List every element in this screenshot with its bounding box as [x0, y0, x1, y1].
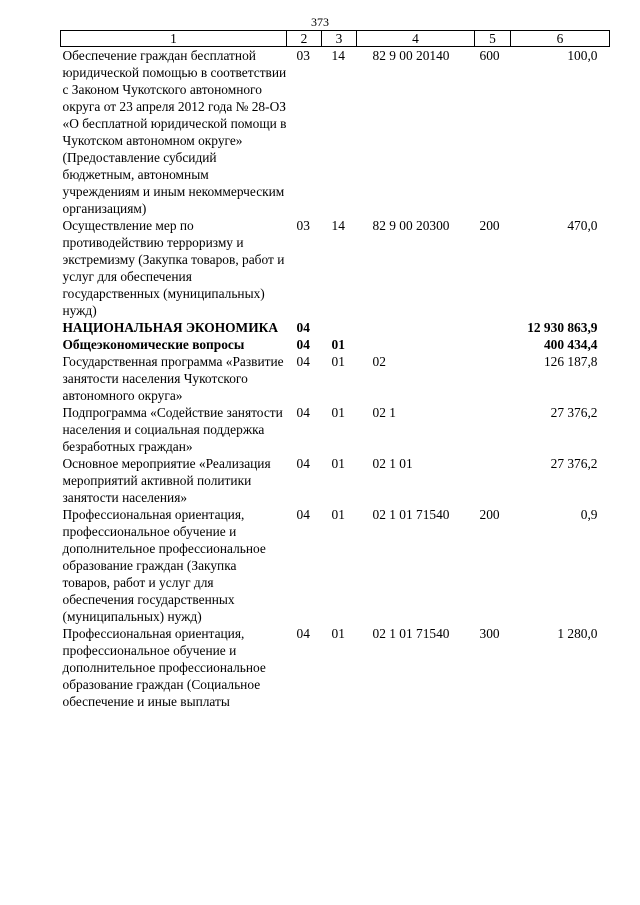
row-amount-cell: 0,9	[580, 507, 598, 522]
row-target-cell: 02 1	[372, 405, 396, 420]
row-subsection-cell: 01	[331, 456, 345, 471]
row-type-cell	[475, 319, 511, 336]
column-header-name: 1	[61, 31, 287, 47]
row-section-cell: 04	[296, 320, 310, 335]
row-amount-cell: 27 376,2	[550, 456, 598, 471]
row-section-cell: 04	[296, 337, 310, 352]
row-section-cell: 04	[296, 507, 310, 522]
row-section-cell: 03	[296, 48, 310, 63]
row-subsection-cell: 14	[331, 218, 345, 233]
row-target-cell: 82 9 00 20300	[372, 218, 450, 233]
table-row	[61, 47, 610, 218]
row-name-cell: Основное мероприятие «Реализация мероприятий активной политики занятости населения»	[62, 456, 271, 505]
table-row	[61, 353, 610, 404]
row-subsection-cell: 01	[331, 405, 345, 420]
table-row	[61, 404, 610, 455]
page-number: 373	[311, 15, 329, 29]
row-subsection-cell: 01	[331, 626, 345, 641]
row-amount-cell: 27 376,2	[550, 405, 598, 420]
row-amount-cell: 126 187,8	[543, 354, 598, 369]
row-target-cell: 02 1 01 71540	[372, 626, 450, 641]
table-row	[61, 217, 610, 319]
row-type-cell	[475, 455, 511, 506]
row-amount-cell: 12 930 863,9	[527, 320, 598, 335]
column-header-amount: 6	[511, 31, 610, 47]
row-subsection-cell: 01	[331, 354, 345, 369]
column-header-target: 4	[357, 31, 475, 47]
row-amount-cell: 100,0	[567, 48, 598, 63]
row-target-cell: 02 1 01 71540	[372, 507, 450, 522]
row-section-cell: 04	[296, 626, 310, 641]
row-target-cell: 82 9 00 20140	[372, 48, 450, 63]
row-section-cell: 04	[296, 456, 310, 471]
row-subsection-cell: 01	[331, 507, 345, 522]
table-row	[61, 455, 610, 506]
column-header-type: 5	[475, 31, 511, 47]
column-header-section: 2	[287, 31, 322, 47]
row-name-cell: Подпрограмма «Содействие занятости населения и социальная поддержка безработных граждан»	[62, 405, 283, 454]
table-body	[61, 47, 610, 711]
row-subsection-cell	[322, 319, 357, 336]
row-type-cell	[475, 336, 511, 353]
table-row	[61, 625, 610, 710]
row-name-cell: Общеэкономические вопросы	[62, 337, 245, 352]
row-type-cell	[475, 404, 511, 455]
row-subsection-cell: 14	[331, 48, 345, 63]
table-row	[61, 336, 610, 353]
row-target-cell: 02	[372, 354, 386, 369]
row-type-cell: 600	[479, 48, 500, 63]
column-header-subsection: 3	[322, 31, 357, 47]
row-type-cell: 200	[479, 507, 500, 522]
table-row	[61, 319, 610, 336]
row-section-cell: 03	[296, 218, 310, 233]
budget-table	[60, 30, 610, 710]
row-target-cell: 02 1 01	[372, 456, 413, 471]
row-name-cell: Обеспечение граждан бесплатной юридической помощью в соответствии с Законом Чукотского автономного округа от 23 апреля 2012 года № 28-ОЗ «О бесплатной юридической помощи в Чукотском автономном округе» (Предоставление субсидий бюджетным, автономным учреждениям и иным некоммерческим организациям)	[62, 48, 287, 216]
row-subsection-cell: 01	[331, 337, 345, 352]
row-section-cell: 04	[296, 354, 310, 369]
row-name-cell: Профессиональная ориентация, профессиональное обучение и дополнительное профессиональное образование граждан (Закупка товаров, работ и услуг для обеспечения государственных (муниципальных) нужд)	[62, 507, 266, 624]
row-amount-cell: 400 434,4	[543, 337, 598, 352]
header-row	[61, 31, 610, 47]
table-row	[61, 506, 610, 625]
row-name-cell: Государственная программа «Развитие занятости населения Чукотского автономного округа»	[62, 354, 284, 403]
row-target-cell	[357, 319, 475, 336]
row-type-cell: 300	[479, 626, 500, 641]
row-section-cell: 04	[296, 405, 310, 420]
row-amount-cell: 470,0	[567, 218, 598, 233]
row-name-cell: НАЦИОНАЛЬНАЯ ЭКОНОМИКА	[62, 320, 278, 335]
row-type-cell	[475, 353, 511, 404]
table-header	[61, 31, 610, 47]
row-target-cell	[357, 336, 475, 353]
row-type-cell: 200	[479, 218, 500, 233]
row-name-cell: Профессиональная ориентация, профессиональное обучение и дополнительное профессиональное образование граждан (Социальное обеспечение и иные выплаты	[62, 626, 266, 709]
row-amount-cell: 1 280,0	[557, 626, 598, 641]
row-name-cell: Осуществление мер по противодействию терроризму и экстремизму (Закупка товаров, работ и услуг для обеспечения государственных (муниципальных) нужд)	[62, 218, 285, 318]
